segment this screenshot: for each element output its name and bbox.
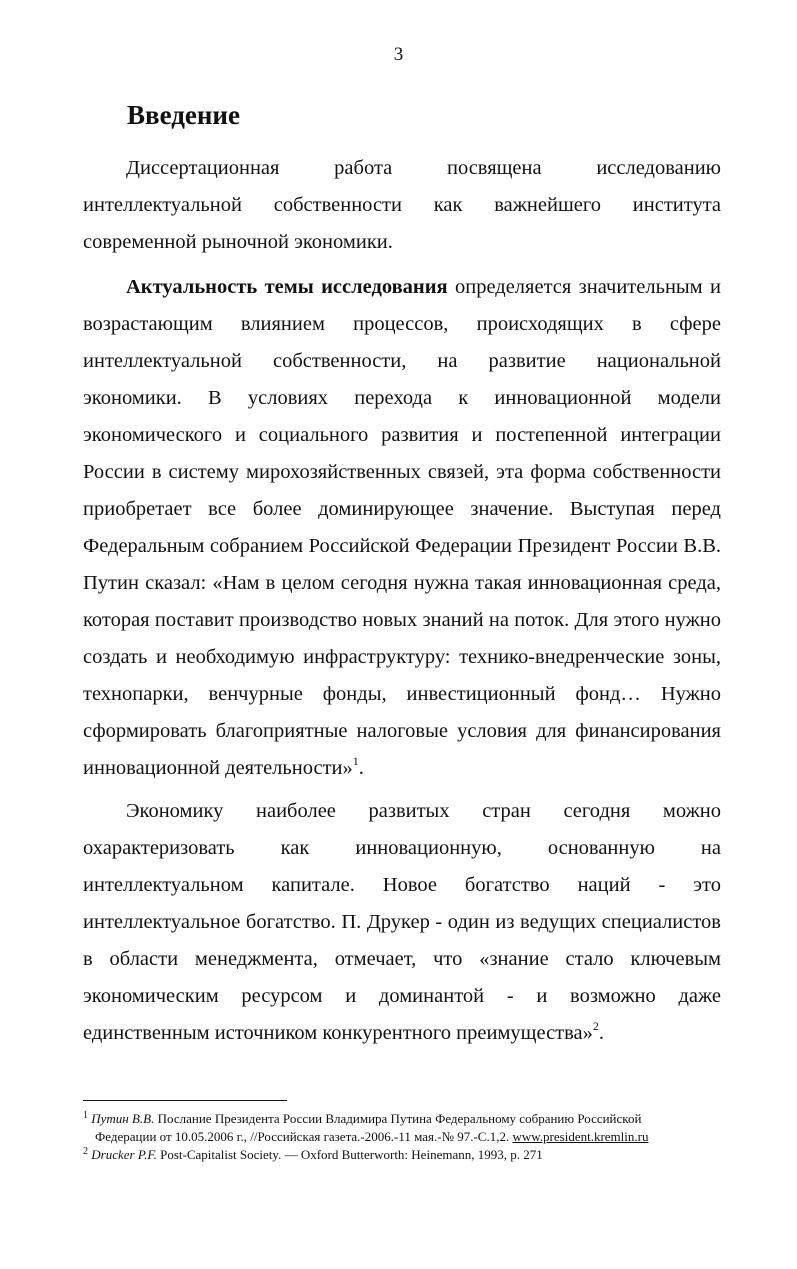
footnote-1-number: 1: [83, 1110, 88, 1121]
body-text: [83, 150, 721, 1052]
innovation-end: .: [598, 1022, 605, 1044]
footnote-1-author: Путин В.В.: [91, 1111, 155, 1126]
innovation-text: Экономику наиболее развитых стран сегодня можно охарактеризовать как инновационную, основанную на интеллектуальном капитале. Новое богатство наций - это интеллектуальное богатство. П. Друкер - один из ведущих специалистов в области менеджмента, отмечает, что «знание стало ключевым экономическим ресурсом и доминантой - и возможно даже единственным источником конкурентного преимущества»: [83, 800, 721, 1044]
footnote-2-text: Post-Capitalist Society. — Oxford Butterworth: Heinemann, 1993, p. 271: [156, 1147, 543, 1162]
footnote-ref-1[interactable]: 1: [352, 754, 359, 768]
footnote-separator: [83, 1100, 287, 1101]
relevance-text: определяется значительным и возрастающим влиянием процессов, происходящих в сфере интеллектуальной собственности, на развитие национальной экономики. В условиях перехода к инновационной модели экономического и социального развития и постепенной интеграции России в систему мирохозяйственных связей, эта форма собственности приобретает все более доминирующее значение. Выступая перед Федеральным собранием Российской Федерации Президент России В.В. Путин сказал: «Нам в целом сегодня нужна такая инновационная среда, которая поставит производство новых знаний на поток. Для этого нужно создать и необходимую инфраструктуру: технико-внедренческие зоны, технопарки, венчурные фонды, инвестиционный фонд… Нужно сформировать благоприятные налоговые условия для финансирования инновационной деятельности»: [83, 276, 722, 779]
footnote-ref-2[interactable]: 2: [592, 1019, 599, 1033]
section-heading: Введение: [127, 100, 240, 130]
footnotes: [83, 1110, 723, 1164]
footnote-1-text-line1: Послание Президента России Владимира Путина Федеральному собранию Российской: [154, 1111, 642, 1126]
footnote-1-link[interactable]: www.president.kremlin.ru: [512, 1129, 649, 1144]
paragraph-intro: Диссертационная работа посвящена исследованию интеллектуальной собственности как важнейшего института современной рыночной экономики.: [83, 157, 721, 253]
footnote-2-number: 2: [83, 1146, 88, 1157]
footnote-2-author: Drucker P.F.: [91, 1147, 157, 1162]
paragraph-relevance: [83, 269, 721, 787]
relevance-end: .: [358, 757, 364, 779]
paragraph-innovation: [83, 793, 721, 1052]
page-number: 3: [393, 44, 404, 65]
relevance-term: Актуальность темы исследования: [126, 276, 448, 298]
footnote-2: [83, 1146, 723, 1164]
footnote-1-text-line2: Федерации от 10.05.2006 г., //Российская газета.-2006.-11 мая.-№ 97.-С.1,2.: [95, 1129, 513, 1144]
footnote-1: [83, 1110, 723, 1146]
